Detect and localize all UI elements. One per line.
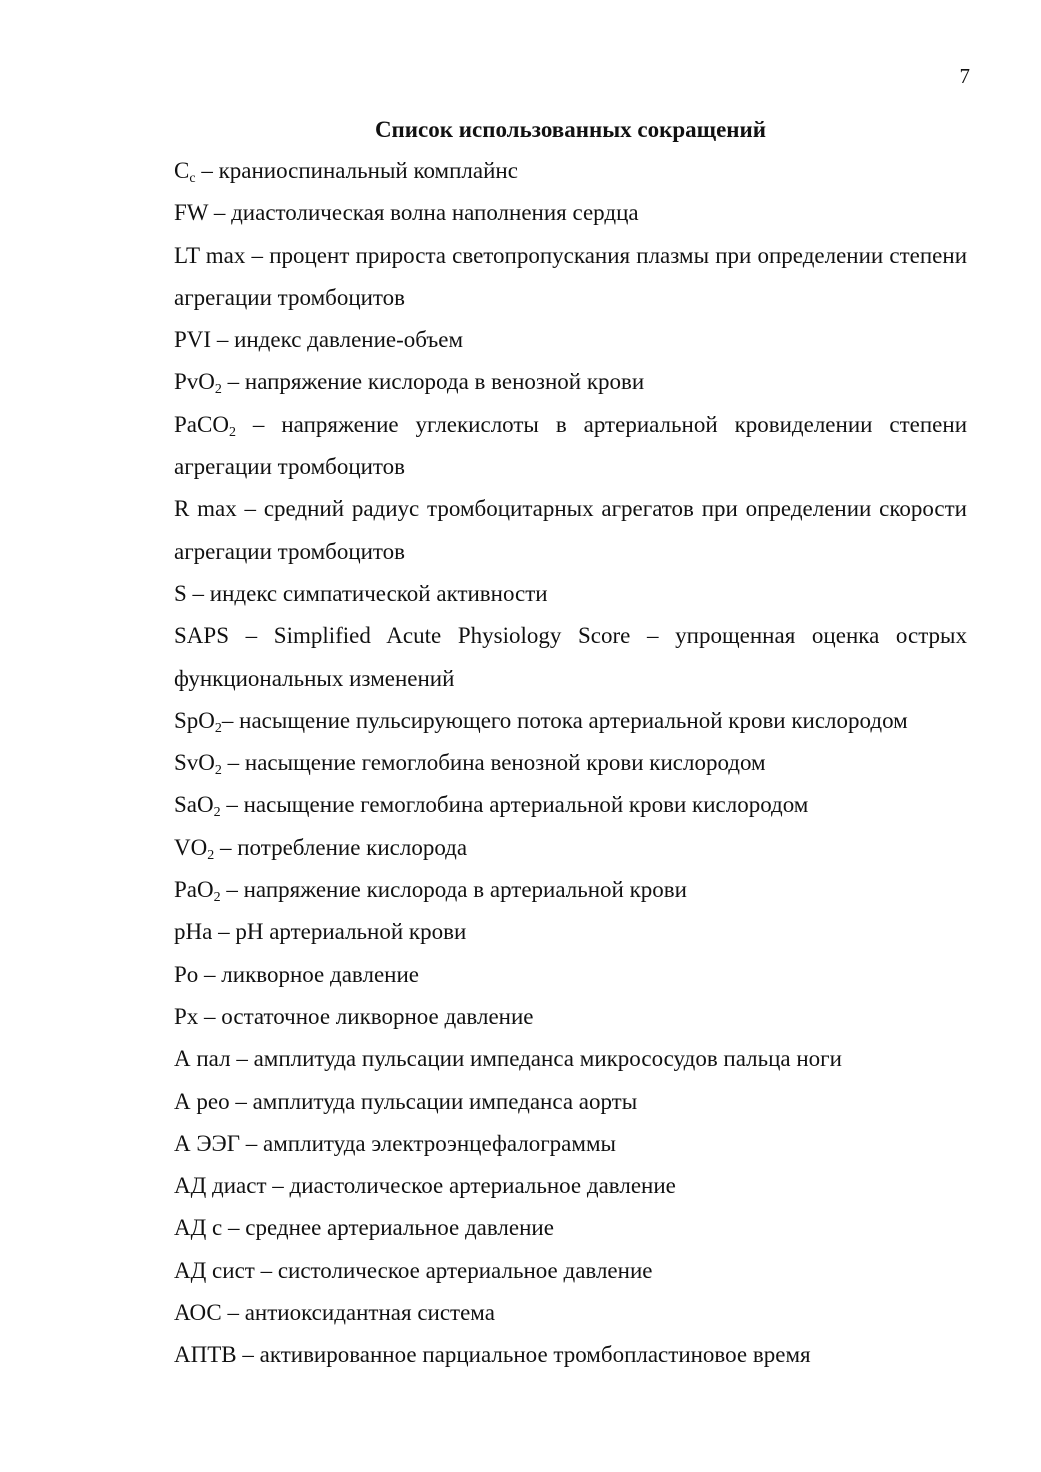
dash-separator: –: [240, 1130, 264, 1156]
abbreviation-term-text: АПТВ: [174, 1342, 237, 1368]
abbreviation-term-text: PVI: [174, 327, 212, 353]
abbreviation-definition: индекс симпатической активности: [209, 580, 548, 606]
page-number: 7: [959, 64, 970, 88]
abbreviation-term-text: SpO: [174, 707, 215, 733]
abbreviation-definition: Simplified Acute Physiology Score – упрощенная оценка острых функциональных изменений: [174, 623, 967, 691]
abbreviation-term-text: C: [174, 158, 190, 183]
abbreviation-term-text: VO: [174, 834, 208, 860]
abbreviation-definition: напряжение кислорода в артериальной крови: [243, 877, 687, 903]
dash-separator: –: [198, 1003, 222, 1029]
abbreviation-definition: средний радиус тромбоцитарных агрегатов при определении скорости агрегации тромбоцитов: [174, 496, 967, 564]
dash-separator: –: [266, 1173, 290, 1199]
dash-separator: –: [195, 158, 219, 183]
abbreviation-term: [174, 158, 196, 186]
abbreviation-term-text: PaO: [174, 877, 214, 903]
abbreviation-term-text: S: [174, 580, 187, 606]
dash-separator: –: [220, 877, 244, 903]
abbreviation-entry: [174, 1123, 967, 1165]
abbreviation-definition: систолическое артериальное давление: [277, 1257, 653, 1283]
abbreviation-definition: насыщение гемоглобина венозной крови кислородом: [244, 750, 766, 776]
abbreviation-entry: [174, 1081, 967, 1123]
abbreviation-subscript: 2: [207, 847, 215, 863]
abbreviation-definition: напряжение углекислоты в артериальной кровиделении степени агрегации тромбоцитов: [174, 411, 968, 480]
abbreviation-entry: [174, 150, 967, 192]
abbreviation-definition: активированное парциальное тромбопластиновое время: [259, 1342, 811, 1368]
abbreviation-term-text: Po: [174, 961, 199, 987]
abbreviation-definition: pH артериальной крови: [235, 919, 467, 945]
abbreviation-term: [174, 1046, 231, 1071]
abbreviation-term-text: FW: [174, 200, 209, 226]
dash-separator: –: [214, 834, 238, 860]
abbreviation-entry: [174, 192, 967, 234]
abbreviation-term: [174, 327, 211, 352]
abbreviation-term-text: Px: [174, 1003, 199, 1029]
abbreviation-term: [174, 962, 198, 987]
abbreviation-term-text: PvO: [174, 369, 215, 395]
abbreviation-entry: [174, 235, 967, 320]
dash-separator: –: [222, 1215, 246, 1241]
abbreviation-definition: насыщение гемоглобина артериальной крови кислородом: [243, 792, 809, 818]
abbreviation-entry: [174, 869, 967, 911]
abbreviation-entry: [174, 827, 967, 869]
dash-separator: –: [236, 496, 264, 522]
abbreviation-definition: амплитуда пульсации импеданса микрососудов пальца ноги: [253, 1046, 842, 1072]
dash-separator: –: [212, 919, 236, 945]
abbreviation-entry: [174, 1250, 967, 1292]
abbreviation-term-text: А ЭЭГ: [174, 1130, 241, 1156]
abbreviation-term: [174, 1300, 222, 1325]
abbreviation-definition: остаточное ликворное давление: [221, 1003, 534, 1029]
abbreviation-entry: [174, 615, 967, 700]
abbreviation-term-text: А рео: [174, 1088, 230, 1114]
abbreviation-subscript: 2: [213, 890, 221, 906]
abbreviation-entry: [174, 573, 967, 615]
abbreviation-term: [174, 369, 222, 398]
abbreviation-term: [174, 834, 215, 863]
abbreviation-entry: [174, 911, 967, 953]
abbreviation-term: [174, 877, 221, 906]
abbreviation-definition: амплитуда электроэнцефалограммы: [263, 1130, 616, 1156]
abbreviation-entry: [174, 488, 967, 573]
dash-separator: –: [245, 242, 270, 268]
dash-separator: –: [198, 961, 222, 987]
abbreviation-term: [174, 750, 222, 779]
abbreviation-definition: краниоспинальный комплайнс: [218, 158, 518, 183]
abbreviation-entry: [174, 404, 967, 489]
dash-separator: –: [236, 1342, 260, 1368]
dash-separator: –: [229, 1088, 253, 1114]
abbreviation-term: [174, 496, 237, 521]
abbreviation-definition: среднее артериальное давление: [245, 1215, 554, 1241]
abbreviation-term-text: SvO: [174, 750, 215, 776]
abbreviation-entry: [174, 319, 967, 361]
dash-separator: –: [230, 1046, 254, 1072]
abbreviation-term: [174, 411, 236, 440]
dash-separator: –: [235, 411, 282, 437]
abbreviation-term-text: PaCO: [174, 411, 229, 437]
dash-separator: –: [221, 707, 240, 733]
abbreviation-subscript: c: [189, 171, 196, 186]
abbreviation-entry: [174, 1165, 967, 1207]
abbreviation-definition: амплитуда пульсации импеданса аорты: [252, 1088, 638, 1114]
abbreviation-term-text: АД сист: [174, 1257, 255, 1283]
abbreviation-term-text: LT max: [174, 242, 246, 268]
abbreviation-term: [174, 200, 208, 225]
abbreviation-entry: [174, 361, 967, 403]
abbreviation-term: [174, 623, 229, 648]
dash-separator: –: [211, 327, 235, 353]
abbreviation-entry: [174, 996, 967, 1038]
abbreviation-term: [174, 919, 212, 944]
abbreviation-entry: [174, 742, 967, 784]
abbreviation-definition: ликворное давление: [221, 961, 419, 987]
abbreviation-term: [174, 792, 221, 821]
abbreviation-definition: диастолическое артериальное давление: [289, 1173, 676, 1199]
page-title: Список использованных сокращений: [374, 117, 767, 142]
abbreviation-term: [174, 1131, 240, 1156]
abbreviation-entry: [174, 1038, 967, 1080]
dash-separator: –: [208, 200, 232, 226]
abbreviation-definition: процент прироста светопропускания плазмы при определении степени агрегации тромбоцитов: [174, 242, 967, 310]
dash-separator: –: [220, 792, 244, 818]
abbreviation-term: [174, 1258, 255, 1283]
abbreviation-entry: [174, 784, 967, 826]
abbreviation-definition: индекс давление-объем: [234, 327, 464, 353]
abbreviation-entry: [174, 1292, 967, 1334]
abbreviation-subscript: 2: [214, 763, 222, 779]
abbreviation-subscript: 2: [228, 424, 236, 440]
abbreviation-term-text: АОС: [174, 1300, 222, 1326]
abbreviation-term: [174, 1342, 237, 1367]
abbreviation-term: [174, 1173, 267, 1198]
abbreviation-definition: диастолическая волна наполнения сердца: [231, 200, 639, 226]
abbreviation-term: [174, 1215, 222, 1240]
dash-separator: –: [254, 1257, 278, 1283]
abbreviation-subscript: 2: [213, 805, 221, 821]
dash-separator: –: [228, 623, 274, 649]
abbreviation-entry: [174, 700, 967, 742]
abbreviation-subscript: 2: [214, 720, 222, 736]
abbreviation-term: [174, 1004, 198, 1029]
abbreviation-definition: антиоксидантная система: [244, 1300, 495, 1326]
abbreviation-term-text: А пал: [174, 1046, 231, 1072]
abbreviation-subscript: 2: [214, 382, 222, 398]
abbreviation-term: [174, 707, 222, 736]
abbreviation-term-text: АД с: [174, 1215, 223, 1241]
abbreviation-term-text: R max: [174, 496, 237, 522]
abbreviation-definition: напряжение кислорода в венозной крови: [244, 369, 645, 395]
dash-separator: –: [221, 1300, 245, 1326]
dash-separator: –: [221, 369, 245, 395]
abbreviation-entry: [174, 1207, 967, 1249]
abbreviation-term-text: pHa: [174, 919, 213, 945]
abbreviation-term-text: АД диаст: [174, 1173, 267, 1199]
abbreviation-term: [174, 243, 245, 268]
abbreviation-list: [174, 150, 967, 1377]
abbreviation-entry: [174, 1334, 967, 1376]
dash-separator: –: [221, 750, 245, 776]
abbreviation-definition: насыщение пульсирующего потока артериальной крови кислородом: [239, 707, 908, 733]
abbreviation-entry: [174, 954, 967, 996]
dash-separator: –: [186, 580, 210, 606]
abbreviation-definition: потребление кислорода: [237, 834, 468, 860]
abbreviation-term-text: SaO: [174, 792, 214, 818]
abbreviation-term-text: SAPS: [174, 623, 229, 649]
abbreviation-term: [174, 581, 187, 606]
abbreviation-term: [174, 1089, 230, 1114]
